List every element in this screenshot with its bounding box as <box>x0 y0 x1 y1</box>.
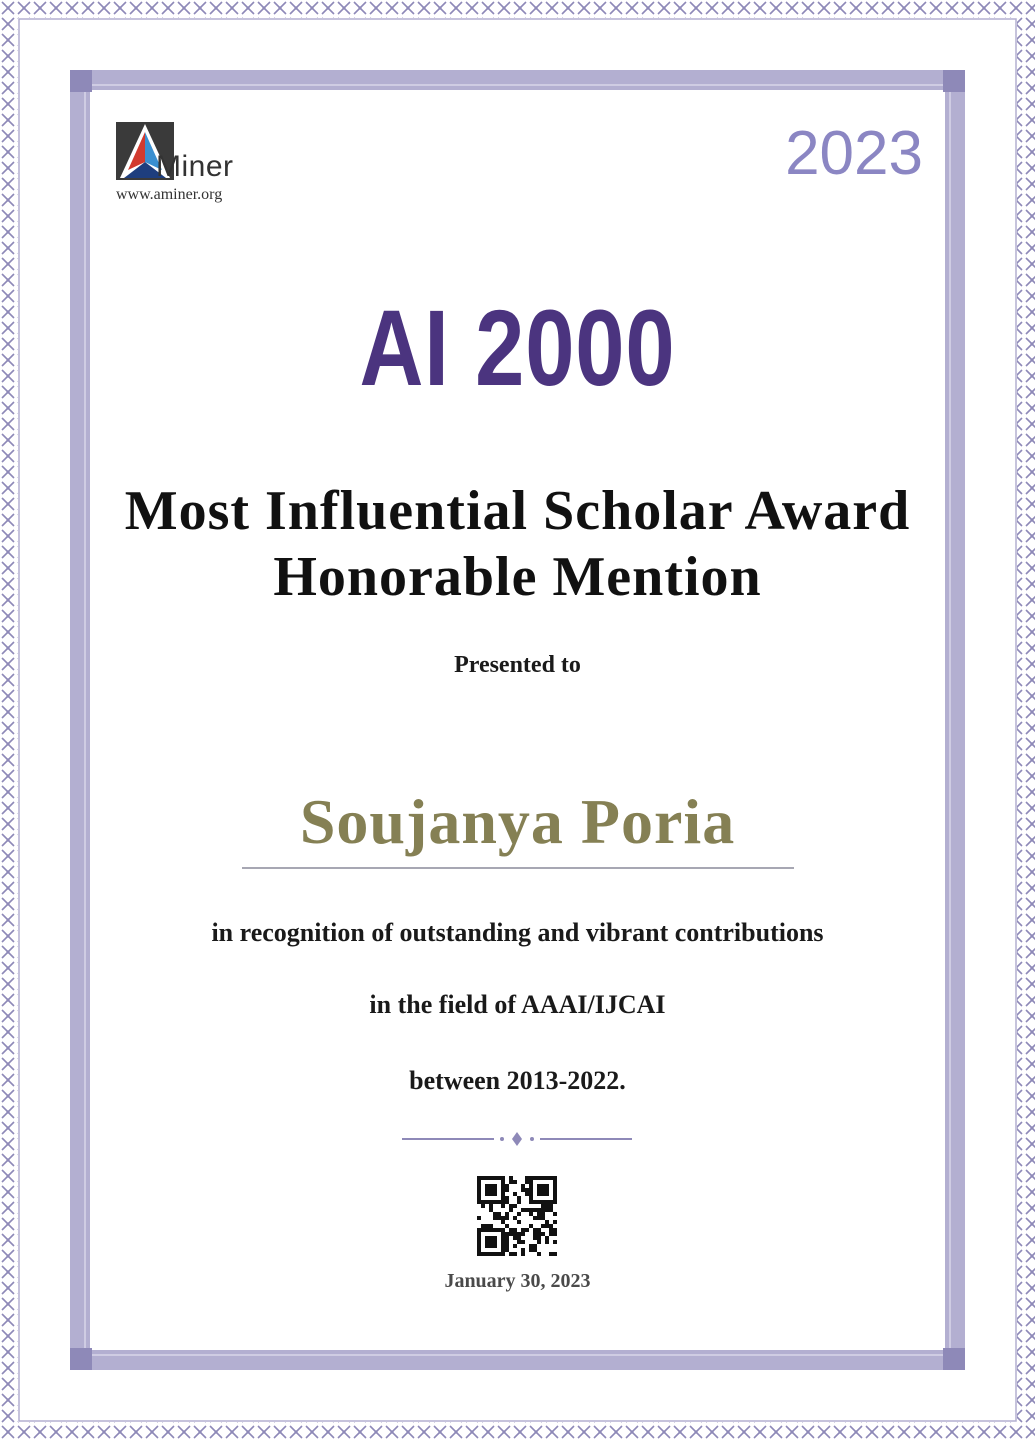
logo-name: Miner <box>156 150 234 183</box>
frame-corner-bottom-left <box>70 1348 92 1370</box>
aminer-logo <box>116 122 286 212</box>
headline-title: AI 2000 <box>359 287 676 408</box>
recipient-name: Soujanya Poria <box>299 786 736 857</box>
qr-code-icon <box>477 1176 557 1256</box>
award-title <box>0 478 1035 610</box>
award-year: 2023 <box>785 119 923 188</box>
name-underline <box>242 867 794 869</box>
presented-to-label: Presented to <box>454 652 581 678</box>
ornament-divider-icon <box>402 1130 632 1148</box>
award-title-line1: Most Influential Scholar Award <box>124 480 911 542</box>
logo-url: www.aminer.org <box>116 186 223 203</box>
frame-corner-bottom-right <box>943 1348 965 1370</box>
frame-corner-top-left <box>70 70 92 92</box>
citation-line2: in the field of AAAI/IJCAI <box>369 990 666 1019</box>
certificate-inner-frame <box>84 84 951 1356</box>
issue-date: January 30, 2023 <box>444 1270 591 1292</box>
citation-line3: between 2013-2022. <box>409 1066 626 1095</box>
frame-corner-top-right <box>943 70 965 92</box>
citation-line1: in recognition of outstanding and vibrant contributions <box>211 918 824 947</box>
award-title-line2: Honorable Mention <box>273 546 762 608</box>
